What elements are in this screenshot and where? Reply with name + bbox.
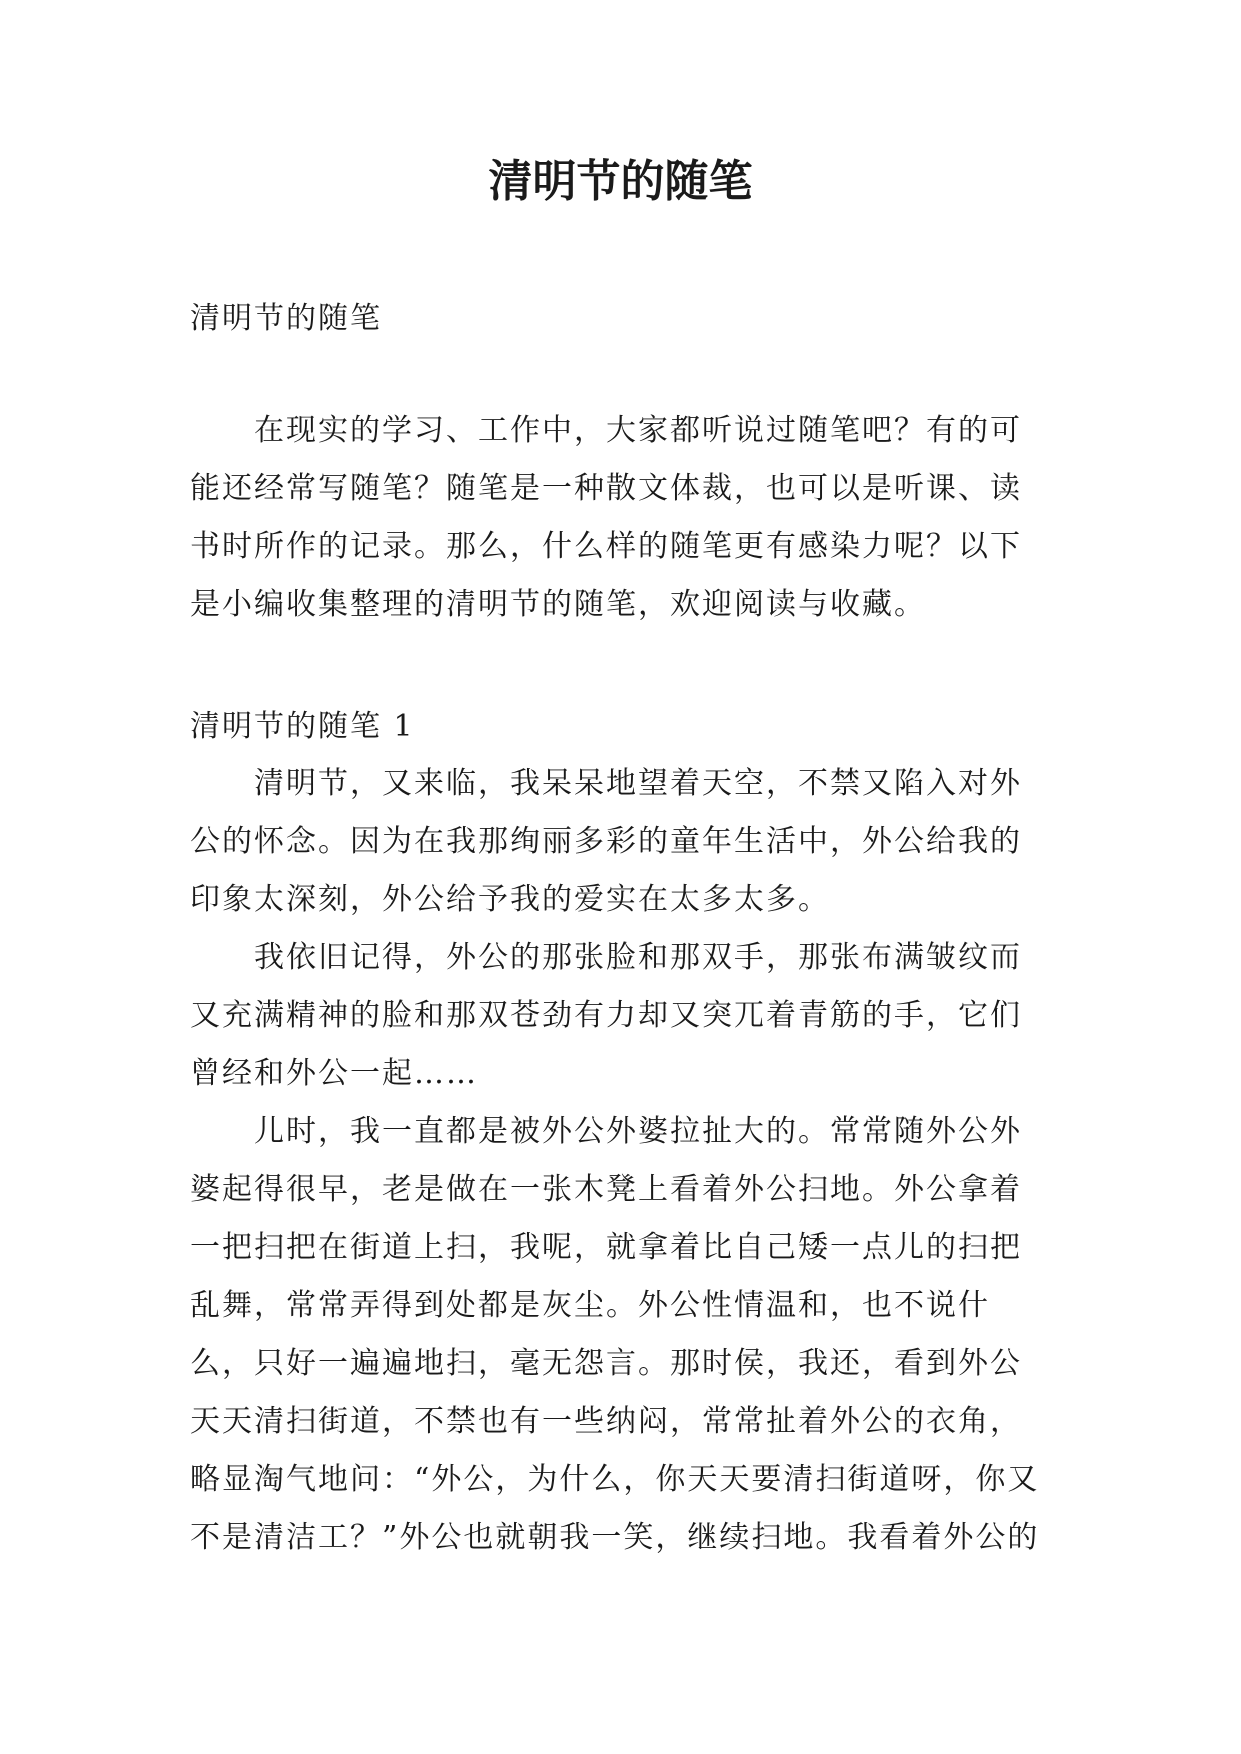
body-paragraph: 儿时，我一直都是被外公外婆拉扯大的。常常随外公外婆起得很早，老是做在一张木凳上看着外公扫地。外公拿着一把扫把在街道上扫，我呢，就拿着比自己矮一点儿的扫把乱舞，常常弄得到处都是灰尘。外公性情温和，也不说什么，只好一遍遍地扫，毫无怨言。那时侯，我还，看到外公天天清扫街道，不禁也有一些纳闷，常常扯着外公的衣角，略显淘气地问：“外公，为什么，你天天要清扫街道呀，你又不是清洁工？”外公也就朝我一笑，继续扫地。我看着外公的 <box>190 1114 1040 1555</box>
intro-paragraph: 在现实的学习、工作中，大家都听说过随笔吧？有的可能还经常写随笔？随笔是一种散文体裁，也可以是听课、读书时所作的记录。那么，什么样的随笔更有感染力呢？以下是小编收集整理的清明节的随笔，欢迎阅读与收藏。 <box>190 413 1022 622</box>
document-title: 清明节的随笔 <box>488 156 753 207</box>
document-subtitle: 清明节的随笔 <box>190 301 382 336</box>
body-paragraph: 清明节，又来临，我呆呆地望着天空，不禁又陷入对外公的怀念。因为在我那绚丽多彩的童年生活中，外公给我的印象太深刻，外公给予我的爱实在太多太多。 <box>190 766 1022 917</box>
body-paragraph: 我依旧记得，外公的那张脸和那双手，那张布满皱纹而又充满精神的脸和那双苍劲有力却又突兀着青筋的手，它们曾经和外公一起…… <box>190 940 1022 1091</box>
section-heading: 清明节的随笔 1 <box>190 709 415 744</box>
